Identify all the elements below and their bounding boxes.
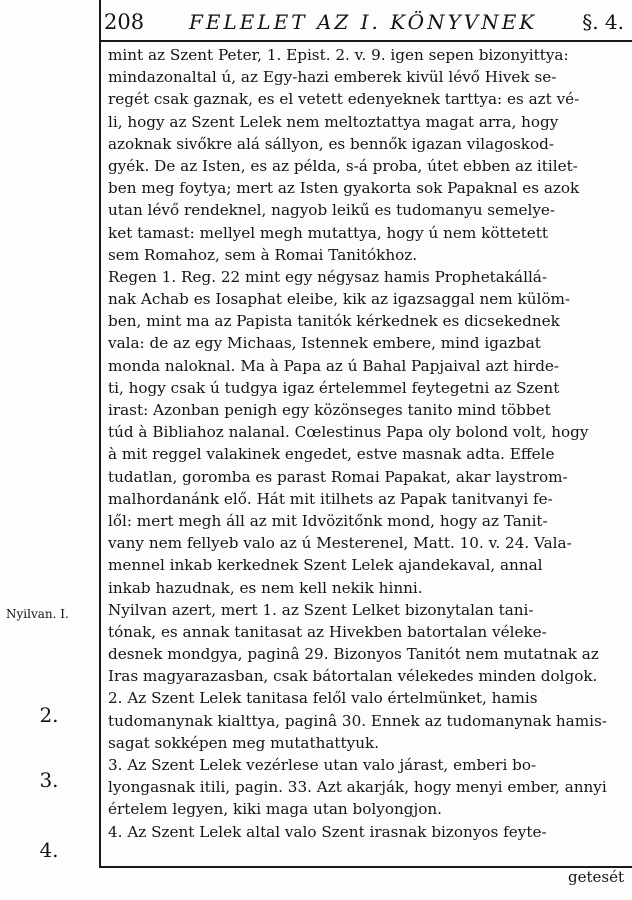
margin-note: 3.: [39, 768, 59, 792]
text-line: vala: de az egy Michaas, Istennek embere, mind igazbat: [108, 334, 541, 353]
page-number: 208: [104, 10, 145, 34]
text-line: malhordanánk elő. Hát mit itilhets az Papak tanitvanyi fe-: [108, 489, 553, 508]
text-line: monda naloknal. Ma à Papa az ú Bahal Papjaival azt hirde-: [108, 356, 560, 375]
text-line: mint az Szent Peter, 1. Epist. 2. v. 9. igen sepen bizonyittya:: [108, 46, 569, 64]
text-line: inkab hazudnak, es nem kell nekik hinni.: [108, 578, 423, 597]
footer-rule: [99, 866, 632, 868]
margin-note: Nyilvan. I.: [6, 607, 69, 621]
text-line: ben meg foytya; mert az Isten gyakorta sok Papaknal es azok: [108, 179, 580, 198]
text-line: 2. Az Szent Lelek tanitasa felől valo értelmünket, hamis: [108, 689, 538, 708]
text-line: azoknak sivőkre alá sállyon, es bennők igazan vilagoskod-: [108, 134, 555, 153]
text-line: Iras magyarazasban, csak bátortalan vélekedes minden dolgok.: [108, 667, 598, 686]
text-line: mennel inkab kerkednek Szent Lelek ajandekaval, annal: [108, 556, 543, 575]
margin-note: 2.: [39, 703, 59, 727]
text-line: à mit reggel valakinek engedet, estve masnak adta. Effele: [108, 445, 555, 464]
body-text: [108, 44, 630, 843]
running-header: [104, 6, 624, 38]
text-line: vany nem fellyeb valo az ú Mesterenel, Matt. 10. v. 24. Vala-: [108, 534, 572, 553]
text-line: sem Romahoz, sem à Romai Tanitókhoz.: [108, 245, 418, 264]
text-line: 3. Az Szent Lelek vezérlese utan valo járast, emberi bo-: [108, 756, 537, 774]
catchword: getesét: [568, 868, 624, 886]
text-line: tónak, es annak tanitasat az Hivekben batortalan véleke-: [108, 622, 547, 641]
margin-note: 4.: [39, 838, 59, 862]
margin-rule: [99, 0, 101, 868]
text-line: ben, mint ma az Papista tanitók kérkednek es dicsekednek: [108, 312, 560, 331]
text-line: lől: mert megh áll az mit Idvözitőnk mond, hogy az Tanit-: [108, 511, 548, 530]
text-line: ti, hogy csak ú tudgya igaz értelemmel feytegetni az Szent: [108, 378, 560, 397]
text-line: sagat sokképen meg mutathattyuk.: [108, 733, 380, 752]
text-line: utan lévő rendeknel, nagyob leikű es tudomanyu semelye-: [108, 201, 556, 220]
text-line: ket tamast: mellyel megh mutattya, hogy ú nem köttetett: [108, 223, 548, 242]
text-line: gyék. De az Isten, es az példa, s-á proba, útet ebben az itilet-: [108, 156, 578, 175]
text-line: értelem legyen, kiki maga utan bolyongjon.: [108, 800, 442, 819]
text-line: tudatlan, goromba es parast Romai Papakat, akar laystrom-: [108, 467, 568, 486]
text-line: Nyilvan azert, mert 1. az Szent Lelket bizonytalan tani-: [108, 600, 534, 619]
text-line: nak Achab es Iosaphat eleibe, kik az igazsaggal nem külöm-: [108, 290, 571, 309]
text-line: tudomanynak kialttya, paginâ 30. Ennek az tudomanynak hamis-: [108, 711, 607, 730]
text-line: mindazonaltal ú, az Egy-hazi emberek kivül lévő Hivek se-: [108, 68, 557, 87]
running-title: FELELET AZ I. KÖNYVNEK: [189, 10, 538, 34]
header-rule: [99, 40, 632, 42]
text-line: li, hogy az Szent Lelek nem meltoztattya magat arra, hogy: [108, 112, 559, 131]
section-marker: §. 4.: [582, 10, 624, 34]
text-line: desnek mondgya, paginâ 29. Bizonyos Tanitót nem mutatnak az: [108, 645, 599, 664]
text-line: lyongasnak itili, pagin. 33. Azt akarják, hogy menyi ember, annyi: [108, 778, 607, 797]
text-line: Regen 1. Reg. 22 mint egy négysaz hamis Prophetakállá-: [108, 267, 547, 286]
text-line: túd à Bibliahoz nalanal. Cœlestinus Papa oly bolond volt, hogy: [108, 423, 589, 442]
text-line: 4. Az Szent Lelek altal valo Szent irasnak bizonyos feyte-: [108, 822, 547, 841]
text-line: irast: Azonban penigh egy közönseges tanito mind többet: [108, 401, 551, 419]
text-line: regét csak gaznak, es el vetett edenyeknek tarttya: es azt vé-: [108, 90, 580, 109]
